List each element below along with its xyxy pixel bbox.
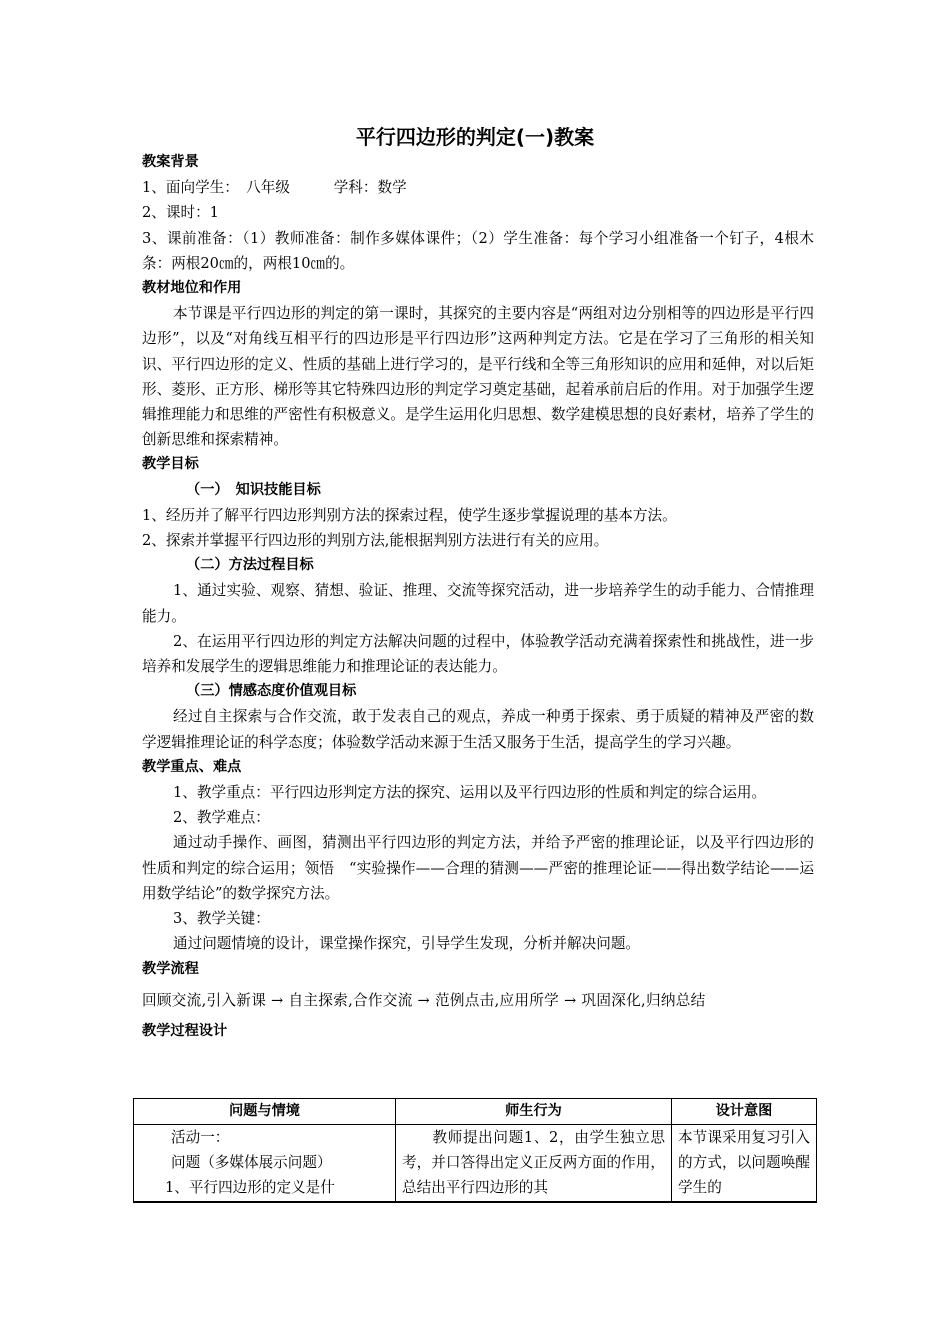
table-row — [134, 1125, 817, 1202]
section-heading-design: 教学过程设计 — [142, 1022, 228, 1039]
background-line-hours: 2、课时：1 — [142, 204, 219, 222]
goals-item-3: 1、通过实验、观察、猜想、验证、推理、交流等探究活动，进一步培养学生的动手能力、合情推理能力。 — [142, 582, 814, 625]
keypoints-key-label: 3、教学关键： — [173, 910, 270, 928]
cell-text: 本节课采用复习引入的方式，以问题唤醒学生的 — [678, 1129, 810, 1197]
table-header-row — [134, 1099, 817, 1125]
section-heading-background: 教案背景 — [142, 154, 199, 170]
goals-item-2: 2、探索并掌握平行四边形的判别方法,能根据判别方法进行有关的应用。 — [142, 532, 609, 550]
document-title: 平行四边形的判定(一)教案 — [355, 125, 595, 149]
table-header-problem: 问题与情境 — [134, 1099, 396, 1125]
table-header-intent: 设计意图 — [672, 1099, 817, 1125]
table-header-behavior: 师生行为 — [396, 1099, 672, 1125]
cell-line: 活动一： — [171, 1129, 230, 1146]
goals-subheading-method: （二）方法过程目标 — [186, 557, 314, 574]
table-cell-intent — [672, 1125, 817, 1202]
section-heading-flow: 教学流程 — [142, 960, 199, 977]
goals-item-5: 经过自主探索与合作交流，敢于发表自己的观点，养成一种勇于探索、勇于质疑的精神及严密的数学逻辑推理论证的科学态度；体验数学活动来源于生活又服务于生活，提高学生的学习兴趣。 — [142, 708, 814, 751]
teaching-flow-text: 回顾交流,引入新课 → 自主探索,合作交流 → 范例点击,应用所学 → 巩固深化,归纳总结 — [142, 991, 706, 1009]
goals-subheading-attitude: （三）情感态度价值观目标 — [186, 683, 357, 700]
cell-line: 1、平行四边形的定义是什 — [165, 1179, 335, 1197]
keypoints-focus: 1、教学重点：平行四边形判定方法的探究、运用以及平行四边形的性质和判定的综合运用。 — [173, 784, 767, 802]
section-heading-position: 教材地位和作用 — [142, 280, 242, 297]
keypoints-difficulty-label: 2、教学难点： — [173, 809, 270, 827]
goals-item-1: 1、经历并了解平行四边形判别方法的探索过程，使学生逐步掌握说理的基本方法。 — [142, 506, 677, 524]
keypoints-difficulty-text: 通过动手操作、画图，猜测出平行四边形的判定方法，并给予严密的推理论证，以及平行四边形的性质和判定的综合运用；领悟 “实验操作——合理的猜测——严密的推理论证——得出数学结论——运用数学结论”的数学探究方法。 — [142, 834, 814, 902]
position-paragraph: 本节课是平行四边形的判定的第一课时，其探究的主要内容是“两组对边分别相等的四边形是平行四边形”，以及“对角线互相平行的四边形是平行四边形”这两种判定方法。它是在学习了三角形的相关知识、平行四边形的定义、性质的基础上进行学习的，是平行线和全等三角形知识的应用和延伸，对以后矩形、菱形、正方形、梯形等其它特殊四边形的判定学习奠定基础，起着承前启后的作用。对于加强学生逻辑推理能力和思维的严密性有积极意义。是学生运用化归思想、数学建模思想的良好素材，培养了学生的创新思维和探索精神。 — [142, 305, 814, 449]
table-cell-behavior — [396, 1125, 672, 1202]
section-heading-keypoints: 教学重点、难点 — [142, 758, 242, 775]
background-line-preparation: 3、课前准备：（1）教师准备：制作多媒体课件；（2）学生准备：每个学习小组准备一个钉子，4根木条：两根20㎝的，两根10㎝的。 — [142, 229, 814, 272]
table-cell-problem — [134, 1125, 396, 1202]
cell-text: 教师提出问题1、2，由学生独立思考，并口答得出定义正反两方面的作用，总结出平行四边形的其 — [402, 1129, 665, 1197]
document-body — [142, 150, 814, 1044]
goals-subheading-knowledge: （一） 知识技能目标 — [186, 481, 321, 498]
keypoints-key-text: 通过问题情境的设计，课堂操作探究，引导学生发现，分析并解决问题。 — [173, 935, 641, 953]
section-heading-goals: 教学目标 — [142, 456, 199, 473]
cell-line: 问题（多媒体展示问题） — [171, 1154, 332, 1172]
background-line-audience: 1、面向学生： 八年级 学科：数学 — [142, 179, 407, 197]
goals-item-4: 2、在运用平行四边形的判定方法解决问题的过程中，体验教学活动充满着探索性和挑战性，进一步培养和发展学生的逻辑思维能力和推理论证的表达能力。 — [142, 632, 814, 676]
process-design-table — [133, 1098, 817, 1203]
